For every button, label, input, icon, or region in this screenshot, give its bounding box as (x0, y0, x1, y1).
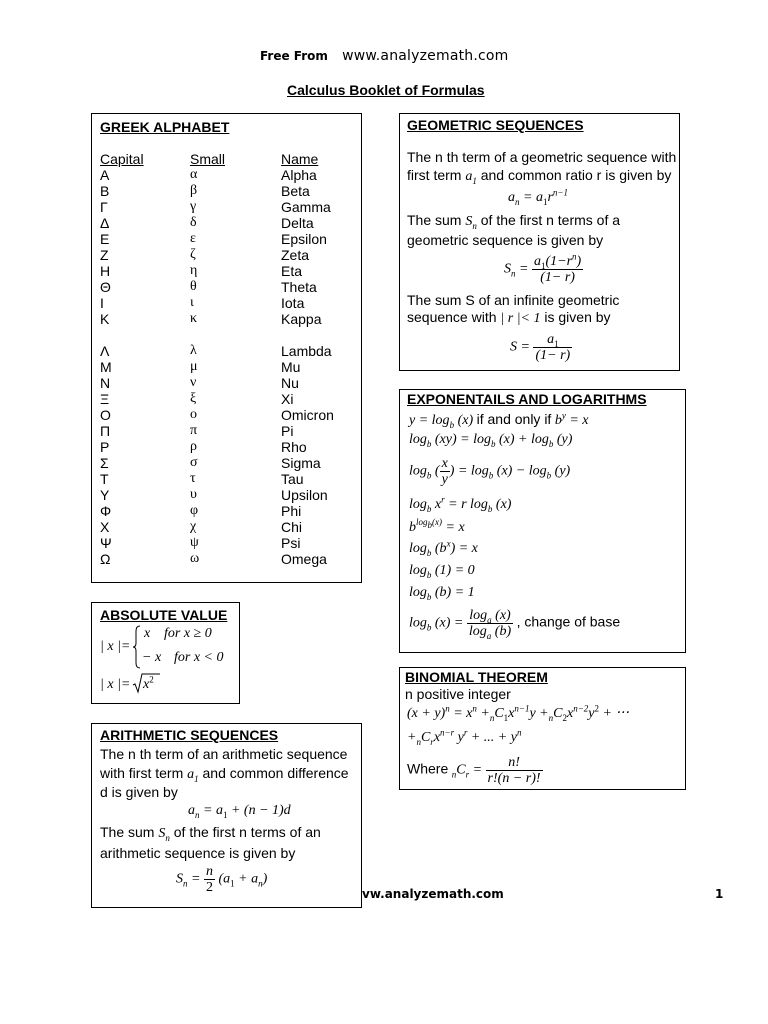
greek-small-letter: ν (190, 375, 197, 390)
greek-letter-name: Alpha (281, 167, 317, 183)
abs-case2-cond: for x < 0 (174, 650, 224, 665)
binomial-theorem-box (399, 667, 686, 790)
geo-inf-formula: S = $\frac{a_1}{(1- r)}$ (510, 332, 571, 363)
explog-e1: $y = \log_b (x)$ if and only if $b^y = x$ (409, 410, 589, 430)
greek-letter-name: Epsilon (281, 231, 327, 247)
greek-capital-group2 (100, 343, 144, 567)
header-url[interactable]: www.analyzemath.com (342, 48, 509, 64)
binomial-line2: $+_nC_rx^{n-r}$ $y^r$ + ... + $y^n$ (407, 727, 522, 747)
greek-small-letter: σ (190, 455, 198, 470)
greek-small-group2 (190, 343, 225, 567)
exponentials-logarithms-box (399, 389, 686, 653)
greek-small-letter: π (190, 423, 198, 438)
greek-capital-letter: Ζ (100, 247, 109, 263)
binomial-line1: $(x + y)^n = x^n +_nC_1x^{n-1}y +_nC_2x^{n-2}y^2$ + ⋅⋅⋅ (407, 703, 629, 723)
greek-capital-letter: Ψ (100, 535, 112, 551)
geo-line1: The n th term of a geometric sequence with (407, 149, 677, 165)
free-from-label: Free From (260, 49, 328, 63)
greek-small-letter: β (190, 183, 198, 198)
name-header: Name (281, 151, 319, 167)
geo-inf-line1: The sum S of an infinite geometric (407, 292, 620, 308)
greek-small-column (190, 151, 225, 567)
greek-capital-column (100, 151, 144, 567)
binomial-title: BINOMIAL THEOREM (405, 669, 548, 685)
greek-letter-name: Mu (281, 359, 301, 375)
greek-capital-letter: Σ (100, 455, 109, 471)
greek-small-letter: λ (190, 343, 197, 358)
greek-small-letter: φ (190, 503, 199, 518)
explog-e5: $b^{log_b(x)} = x$ (409, 517, 465, 535)
arith-line1: The n th term of an arithmetic sequence (100, 746, 348, 762)
greek-capital-letter: Ξ (100, 391, 110, 407)
geo-line2: first term $a_1$ and common ratio r is given by (407, 167, 672, 186)
greek-capital-letter: Υ (100, 487, 110, 503)
explog-e9: $\log_b (x)$ = $\frac{\log_a (x)}{\log_a (b)}$ , change of base (409, 608, 621, 641)
explog-e8: $\log_b (b) = 1$ (409, 585, 475, 602)
greek-alphabet-title: GREEK ALPHABET (100, 119, 230, 135)
greek-small-letter: ψ (190, 535, 199, 550)
greek-letter-name: Rho (281, 439, 307, 455)
greek-capital-letter: Φ (100, 503, 112, 519)
geo-sum-line1: The sum $S_n$ of the first n terms of a (407, 212, 621, 231)
greek-letter-name: Eta (281, 263, 303, 279)
greek-letter-name: Gamma (281, 199, 331, 215)
geo-nth-formula: $a_n = a_1r^{n-1}$ (508, 187, 568, 207)
explog-e6: $\log_b (b^x) = x$ (409, 538, 478, 558)
greek-capital-letter: Α (100, 167, 110, 183)
arithmetic-sequences-box (91, 723, 362, 908)
abs-sqrt-arg: $x^2$ (143, 674, 154, 692)
greek-letter-name: Zeta (281, 247, 310, 263)
doc-title: Calculus Booklet of Formulas (287, 82, 485, 98)
abs-case1-expr: x (144, 626, 151, 641)
greek-capital-letter: Δ (100, 215, 110, 231)
greek-capital-group1 (100, 167, 144, 327)
greek-capital-letter: Ω (100, 551, 111, 567)
abs-brace (132, 625, 142, 669)
greek-small-letter: ζ (190, 247, 196, 262)
geo-sum-formula: $S_n$ = $\frac{a_1(1-r^n)}{(1- r)}$ (504, 251, 582, 285)
greek-letter-name: Xi (281, 391, 294, 407)
capital-header: Capital (100, 151, 144, 167)
greek-capital-letter: Ο (100, 407, 111, 423)
greek-capital-letter: Μ (100, 359, 112, 375)
greek-letter-name: Omega (281, 551, 327, 567)
explog-e4: $\log_b x^r = r$ $\log_b (x)$ (409, 494, 512, 514)
greek-small-letter: μ (190, 359, 198, 374)
greek-capital-letter: Ν (100, 375, 111, 391)
greek-small-letter: α (190, 167, 198, 182)
greek-small-letter: θ (190, 279, 197, 294)
greek-capital-letter: Η (100, 263, 111, 279)
greek-capital-letter: Π (100, 423, 111, 439)
greek-small-letter: η (190, 263, 198, 278)
greek-small-letter: δ (190, 215, 197, 230)
greek-small-letter: ρ (190, 439, 197, 454)
arith-sum-line1: The sum $S_n$ of the first n terms of an (100, 824, 321, 843)
greek-name-group2 (281, 343, 334, 567)
greek-letter-name: Beta (281, 183, 310, 199)
greek-capital-letter: Κ (100, 311, 110, 327)
greek-capital-letter: Ρ (100, 439, 110, 455)
greek-small-letter: κ (190, 311, 198, 326)
explog-title: EXPONENTAILS AND LOGARITHMS (407, 391, 647, 407)
binomial-npos: n positive integer (405, 686, 511, 702)
greek-capital-letter: Β (100, 183, 110, 199)
greek-small-letter: υ (190, 487, 197, 502)
arith-line2: with first term $a_1$ and common difference (100, 765, 349, 784)
greek-capital-letter: Λ (100, 343, 110, 359)
greek-letter-name: Theta (281, 279, 317, 295)
greek-small-letter: χ (190, 519, 197, 534)
greek-small-letter: ο (190, 407, 197, 422)
footer-url[interactable]: vw.analyzemath.com (362, 887, 504, 901)
abs-lhs: | x |= (100, 639, 131, 654)
greek-small-letter: ξ (190, 391, 197, 406)
greek-small-letter: ω (190, 551, 200, 566)
page-number: 1 (715, 887, 724, 901)
greek-capital-letter: Τ (100, 471, 109, 487)
greek-letter-name: Lambda (281, 343, 332, 359)
greek-letter-name: Kappa (281, 311, 322, 327)
arith-line3: d is given by (100, 784, 178, 800)
arith-sum-line2: arithmetic sequence is given by (100, 845, 296, 861)
greek-letter-name: Chi (281, 519, 303, 535)
absolute-value-title: ABSOLUTE VALUE (100, 607, 228, 623)
greek-capital-letter: Θ (100, 279, 111, 295)
greek-letter-name: Phi (281, 503, 302, 519)
greek-name-column (281, 151, 334, 567)
greek-small-letter: τ (190, 471, 196, 486)
greek-capital-letter: Χ (100, 519, 110, 535)
greek-letter-name: Pi (281, 423, 294, 439)
abs-case2-expr: − x (142, 650, 162, 665)
greek-small-letter: ι (190, 295, 194, 310)
greek-alphabet-box (91, 113, 362, 583)
arith-nth-formula: $a_n = a_1 + (n - 1)d$ (188, 803, 291, 820)
geometric-title: GEOMETRIC SEQUENCES (407, 117, 584, 133)
absolute-value-box (91, 602, 240, 704)
greek-name-group1 (281, 167, 334, 327)
greek-letter-name: Upsilon (281, 487, 328, 503)
explog-e3: $\log_b$ ( $\frac{x}{y}$ ) = $\log_b (x) - \log_b (y)$ (409, 456, 571, 487)
greek-capital-letter: Ι (100, 295, 104, 311)
greek-small-letter: γ (190, 199, 197, 214)
small-header: Small (190, 151, 226, 167)
geo-sum-line2: geometric sequence is given by (407, 232, 604, 248)
explog-e2: $\log_b (xy) = \log_b (x) + \log_b (y)$ (409, 432, 573, 449)
page-header (260, 48, 509, 64)
greek-letter-name: Iota (281, 295, 305, 311)
greek-capital-letter: Ε (100, 231, 110, 247)
arithmetic-title: ARITHMETIC SEQUENCES (100, 727, 279, 743)
abs-case1-cond: for x ≥ 0 (164, 626, 212, 641)
greek-letter-name: Delta (281, 215, 314, 231)
greek-letter-name: Sigma (281, 455, 321, 471)
greek-letter-name: Tau (281, 471, 304, 487)
geometric-sequences-box (399, 113, 680, 371)
binomial-where: Where $_nC_r$ = $\frac{n!}{r!(n - r)!}$ (407, 755, 541, 786)
greek-capital-letter: Γ (100, 199, 108, 215)
greek-small-letter: ε (190, 231, 196, 246)
greek-letter-name: Psi (281, 535, 301, 551)
geo-inf-line2: sequence with | r |< 1 is given by (407, 309, 611, 326)
greek-letter-name: Omicron (281, 407, 334, 423)
greek-small-group1 (190, 167, 225, 327)
abs-sqrt-lhs: | x |= (100, 677, 131, 692)
arith-sum-formula: $S_n$ = $\frac{n}{2}$ $(a_1 + a_n)$ (176, 864, 268, 895)
explog-e7: $\log_b (1) = 0$ (409, 563, 475, 580)
greek-letter-name: Nu (281, 375, 299, 391)
